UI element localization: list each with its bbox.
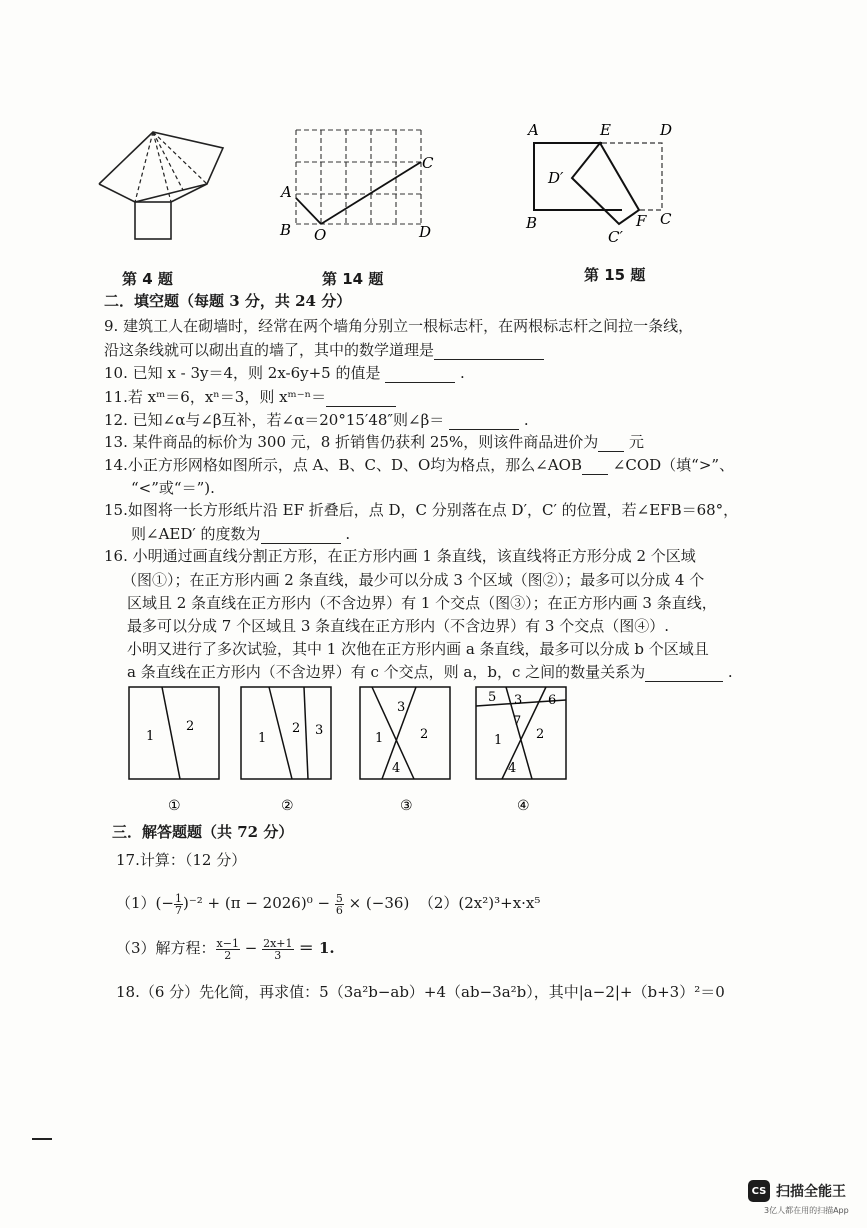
answer-blank-10 — [385, 368, 455, 383]
scanner-app-name: 扫描全能王 — [776, 1184, 846, 1200]
question-18: 18.（6 分）先化简，再求值：5（3a²b−ab）+4（ab−3a²b），其中|a−2|+（b+3）²＝0 — [116, 983, 725, 1001]
question-15-line-2: 则∠AED′ 的度数为 . — [131, 525, 351, 543]
answer-blank-9 — [434, 345, 544, 360]
scan-mark — [32, 1138, 52, 1140]
answer-blank-12 — [449, 415, 519, 430]
question-16-text: a 条直线在正方形内（不含边界）有 c 个交点，则 a，b，c 之间的数量关系为 — [127, 663, 646, 681]
region-label: 2 — [186, 719, 195, 734]
point-label-b: B — [280, 221, 292, 239]
region-label: 4 — [392, 761, 401, 776]
question-13 — [104, 432, 644, 452]
point-label-d: D — [419, 223, 432, 241]
point-label-a: A — [281, 183, 292, 201]
region-label: 2 — [292, 721, 301, 736]
scanner-watermark — [748, 1180, 846, 1202]
cs-logo-icon: CS — [748, 1180, 770, 1202]
question-16-line-1: 16. 小明通过画直线分割正方形，在正方形内画 1 条直线，该直线将正方形分成 2 个区域 — [104, 547, 696, 565]
figure-15-caption: 第 15 题 — [584, 266, 646, 284]
point-label-c-prime: C′ — [608, 228, 623, 246]
region-label: 1 — [146, 729, 155, 744]
question-15-line-1: 15.如图将一长方形纸片沿 EF 折叠后，点 D，C 分别落在点 D′，C′ 的位置，若∠EFB＝68°， — [104, 501, 739, 519]
answer-blank-15 — [261, 529, 341, 544]
square-caption-3: ③ — [400, 798, 413, 814]
region-label: 3 — [514, 693, 523, 708]
answer-blank-16 — [645, 667, 723, 682]
question-13-unit: 元 — [629, 433, 645, 451]
square-caption-2: ② — [281, 798, 294, 814]
point-label-d: D — [660, 121, 673, 139]
question-17-title: 17.计算：（12 分） — [116, 851, 247, 869]
region-label: 3 — [397, 700, 406, 715]
fraction: $\frac{1}{7}$ — [174, 891, 182, 917]
fraction: $\frac{2x+1}{3}$ — [263, 936, 293, 962]
question-10: 10. 已知 x - 3y＝4，则 2x-6y+5 的值是 . — [104, 364, 465, 382]
question-17-part-1: （1）(− $\frac{1}{7}$ )⁻² + (π − 2026)⁰ − $\frac{5}{6}$ × (−36) （2）(2x²)³+x·x⁵ — [116, 891, 541, 917]
question-16-line-3: 区域且 2 条直线在正方形内（不含边界）有 1 个交点（图③）；在正方形内画 3 条直线， — [127, 594, 717, 612]
question-10-text: 10. 已知 x - 3y＝4，则 2x-6y+5 的值是 — [104, 364, 381, 382]
region-label: 1 — [258, 731, 267, 746]
question-12: 12. 已知∠α与∠β互补，若∠α＝20°15′48″则∠β＝ . — [104, 411, 529, 429]
figure-14-caption: 第 14 题 — [322, 270, 384, 288]
figure-15-folded-rectangle — [522, 118, 692, 248]
fraction: $\frac{x-1}{2}$ — [216, 936, 239, 962]
question-16-line-6: a 条直线在正方形内（不含边界）有 c 个交点，则 a，b，c 之间的数量关系为 . — [127, 663, 733, 681]
question-16-line-2: （图①）；在正方形内画 2 条直线，最少可以分成 3 个区域（图②）；最多可以分成 4 个 — [122, 571, 705, 589]
point-label-c: C — [660, 210, 672, 228]
question-13-text: 13. 某件商品的标价为 300 元，8 折销售仍获利 25%，则该件商品进价为 — [104, 433, 599, 451]
point-label-b: B — [526, 214, 538, 232]
region-label: 1 — [375, 731, 384, 746]
question-12-text: 12. 已知∠α与∠β互补，若∠α＝20°15′48″则∠β＝ — [104, 411, 445, 429]
region-label: 1 — [494, 733, 503, 748]
point-label-d-prime: D′ — [548, 169, 564, 187]
point-label-e: E — [600, 121, 611, 139]
question-11 — [104, 387, 396, 407]
point-label-a: A — [528, 121, 539, 139]
scanner-tagline: 3亿人都在用的扫描App — [764, 1206, 849, 1215]
point-label-c: C — [422, 154, 434, 172]
question-16-line-5: 小明又进行了多次试验，其中 1 次他在正方形内画 a 条直线，最多可以分成 b 个区域且 — [127, 640, 709, 658]
answer-blank-11 — [326, 392, 396, 407]
square-caption-4: ④ — [517, 798, 530, 814]
region-label: 5 — [488, 690, 497, 705]
answer-blank-14 — [582, 460, 608, 475]
question-11-text: 11.若 xᵐ＝6，xⁿ＝3，则 xᵐ⁻ⁿ＝ — [104, 388, 327, 406]
region-label: 7 — [513, 714, 522, 729]
square-figures — [124, 682, 574, 817]
section-2-title: 二．填空题（每题 3 分，共 24 分） — [104, 292, 352, 310]
region-label: 3 — [315, 723, 324, 738]
section-3-title: 三．解答题题（共 72 分） — [112, 823, 294, 841]
square-caption-1: ① — [168, 798, 181, 814]
region-label: 6 — [548, 693, 557, 708]
figure-4-pyramid-net — [95, 128, 235, 246]
question-14-line-2: “<”或“＝”). — [131, 479, 215, 497]
region-label: 2 — [420, 727, 429, 742]
figure-14-grid — [276, 120, 446, 245]
answer-blank-13 — [598, 437, 624, 452]
question-14-text-tail: ∠COD（填“>”、 — [612, 456, 735, 474]
question-9-line-2 — [104, 340, 544, 360]
fraction: $\frac{5}{6}$ — [335, 891, 343, 917]
figure-4-caption: 第 4 题 — [122, 270, 173, 288]
question-14-line-1 — [104, 455, 734, 475]
region-label: 4 — [508, 761, 517, 776]
question-16-line-4: 最多可以分成 7 个区域且 3 条直线在正方形内（不含边界）有 3 个交点（图④）. — [127, 617, 670, 635]
question-9-line-1: 9. 建筑工人在砌墙时，经常在两个墙角分别立一根标志杆，在两根标志杆之间拉一条线， — [104, 317, 694, 335]
question-9-text: 沿这条线就可以砌出直的墙了，其中的数学道理是 — [104, 341, 435, 359]
question-14-text: 14.小正方形网格如图所示，点 A、B、C、D、O均为格点，那么∠AOB — [104, 456, 583, 474]
region-label: 2 — [536, 727, 545, 742]
point-label-f: F — [636, 212, 647, 230]
question-15-text: 则∠AED′ 的度数为 — [131, 525, 261, 543]
question-17-part-2: （2）(2x²)³+x·x⁵ — [418, 894, 541, 912]
question-17-part-3: （3）解方程： $\frac{x-1}{2}$ − $\frac{2x+1}{3}$ ＝ 1. — [116, 936, 335, 962]
point-label-o: O — [314, 226, 327, 244]
